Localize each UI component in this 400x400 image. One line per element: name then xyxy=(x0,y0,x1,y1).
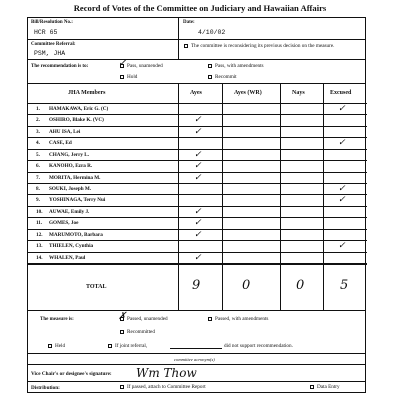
measure-option-recommitted: Recommitted xyxy=(120,329,155,335)
member-row xyxy=(28,218,367,229)
reconsider-option xyxy=(184,43,364,49)
member-number: 13. xyxy=(36,243,43,250)
distribution-option-attach: If passed, attach to Committee Report xyxy=(120,384,206,390)
member-number: 1. xyxy=(36,106,40,112)
member-row xyxy=(28,230,367,241)
member-number: 6. xyxy=(36,163,40,170)
distribution-row xyxy=(28,382,365,394)
member-row xyxy=(28,104,367,115)
rec-checkbox-hold[interactable] xyxy=(120,75,124,79)
member-name: WHALEN, Paul xyxy=(49,254,86,261)
distribution-checkbox-data-entry[interactable] xyxy=(310,385,314,389)
measure-option-unamended: Passed, unamended xyxy=(120,316,168,322)
vote-record-form xyxy=(27,17,366,393)
member-row xyxy=(28,161,367,172)
member-row xyxy=(28,241,367,252)
member-name: GOMES, Joe xyxy=(49,220,79,227)
member-name: MORITA, Hermina M. xyxy=(49,174,101,181)
bill-number: HCR 65 xyxy=(34,29,58,36)
member-name: HAMAKAWA, Eric G. (C) xyxy=(49,106,109,112)
member-row xyxy=(28,173,367,184)
reconsider-checkbox[interactable] xyxy=(184,44,188,48)
member-name: KANOHO, Ezra R. xyxy=(49,163,93,170)
held-option: Held xyxy=(48,343,65,349)
distribution-option-data-entry: Data Entry xyxy=(310,384,340,390)
measure-checkbox-amended[interactable] xyxy=(208,317,212,321)
member-number: 7. xyxy=(36,174,40,181)
measure-option-amended: Passed, with amendments xyxy=(208,316,268,322)
did-not-support-text: did not support recommendation. xyxy=(224,343,293,349)
member-row xyxy=(28,127,367,138)
member-number: 2. xyxy=(36,117,40,124)
vote-aye-check: ✓ xyxy=(194,218,202,229)
rec-option-pass-unamended: Pass, unamended xyxy=(120,63,163,69)
measure-checkbox-recommitted[interactable] xyxy=(120,330,124,334)
joint-acronym-blank[interactable] xyxy=(170,348,222,349)
member-number: 4. xyxy=(36,140,40,147)
vote-aye-check: ✓ xyxy=(194,229,202,240)
measure-check-mark: ✗ xyxy=(118,311,127,322)
member-name: MARUMOTO, Barbara xyxy=(49,231,103,238)
total-ayes: 9 xyxy=(192,278,201,293)
vote-aye-check: ✓ xyxy=(194,252,202,263)
total-label: TOTAL xyxy=(86,284,107,290)
reconsider-text: The committee is reconsidering its previous decision on the measure. xyxy=(191,43,335,49)
member-number: 9. xyxy=(36,197,40,204)
member-row xyxy=(28,253,367,264)
member-row xyxy=(28,195,367,206)
distribution-label: Distribution: xyxy=(31,385,60,391)
rec-check-mark: ✓ xyxy=(118,58,127,69)
vote-aye-check: ✓ xyxy=(194,161,202,172)
vote-excused-check: ✓ xyxy=(338,184,346,194)
measure-label: The measure is: xyxy=(40,317,74,322)
total-ayes-wr: 0 xyxy=(242,278,251,293)
col-ayes: Ayes xyxy=(190,90,202,96)
vote-aye-check: ✓ xyxy=(194,126,202,137)
member-name: YOSHINAGA, Terry Nui xyxy=(49,197,106,204)
member-number: 14. xyxy=(36,254,43,261)
vote-aye-check: ✓ xyxy=(194,206,202,217)
member-name: AUWAE, Emily J. xyxy=(49,208,90,215)
form-title: Record of Votes of the Committee on Judiciary and Hawaiian Affairs xyxy=(73,3,327,13)
vote-aye-check: ✓ xyxy=(194,149,202,160)
col-members: JHA Members xyxy=(68,90,106,96)
vote-excused-check: ✓ xyxy=(338,195,346,206)
member-name: THIELEN, Cynthia xyxy=(49,243,94,250)
date-value: 4/10/02 xyxy=(198,29,226,36)
vote-aye-check: ✓ xyxy=(194,115,202,126)
rec-checkbox-recommit[interactable] xyxy=(208,75,212,79)
member-row xyxy=(28,184,367,195)
member-name: AHU ISA, Lei xyxy=(49,128,81,135)
recommendation-label: The recommendation is to: xyxy=(31,64,89,69)
joint-referral-option: If joint referral, xyxy=(108,343,147,349)
col-nays: Nays xyxy=(292,90,305,96)
col-excused: Excused xyxy=(330,90,352,96)
vote-aye-check: ✓ xyxy=(194,172,202,183)
bill-date-row xyxy=(28,18,365,40)
member-number: 10. xyxy=(36,208,43,215)
rec-option-pass-amended: Pass, with amendments xyxy=(208,63,264,69)
member-number: 3. xyxy=(36,128,40,135)
rec-checkbox-pass-amended[interactable] xyxy=(208,64,212,68)
referral-label: Committee Referral: xyxy=(31,42,76,47)
rec-option-hold: Hold xyxy=(120,74,137,80)
referral-value: PSM, JHA xyxy=(34,50,66,57)
member-number: 11. xyxy=(36,220,43,227)
member-name: CHANG, Jerry L. xyxy=(49,151,90,158)
signature-row xyxy=(28,364,365,382)
committee-acronyms-caption: committee acronym(s) xyxy=(174,357,215,362)
measure-row xyxy=(28,310,365,354)
member-row xyxy=(28,150,367,161)
member-name: CASE, Ed xyxy=(49,140,72,147)
vote-table-header xyxy=(28,84,367,104)
date-label: Date: xyxy=(183,20,195,25)
signature-label: Vice Chair's or designee's signature: xyxy=(31,371,112,377)
vote-table xyxy=(28,84,367,310)
distribution-checkbox-attach[interactable] xyxy=(120,385,124,389)
total-row xyxy=(28,264,367,310)
vote-excused-check: ✓ xyxy=(338,138,346,149)
vote-excused-check: ✓ xyxy=(338,104,346,114)
member-row xyxy=(28,138,367,149)
col-ayes-wr: Ayes (WR) xyxy=(234,90,262,96)
member-number: 5. xyxy=(36,151,40,158)
signature-value: Wm Thow xyxy=(136,366,197,380)
referral-row xyxy=(28,40,365,60)
rec-option-recommit: Recommit xyxy=(208,74,237,80)
joint-referral-checkbox[interactable] xyxy=(108,344,112,348)
held-checkbox[interactable] xyxy=(48,344,52,348)
recommendation-row xyxy=(28,60,365,84)
member-name: SOUKI, Joseph M. xyxy=(49,186,92,192)
vote-excused-check: ✓ xyxy=(338,241,346,252)
member-name: OSHIRO, Blake K. (VC) xyxy=(49,117,104,124)
member-number: 8. xyxy=(36,186,40,192)
bill-label: Bill/Resolution No.: xyxy=(31,20,73,25)
member-number: 12. xyxy=(36,231,43,238)
member-row xyxy=(28,207,367,218)
member-row xyxy=(28,115,367,126)
total-nays: 0 xyxy=(296,278,305,293)
total-excused: 5 xyxy=(340,278,349,293)
